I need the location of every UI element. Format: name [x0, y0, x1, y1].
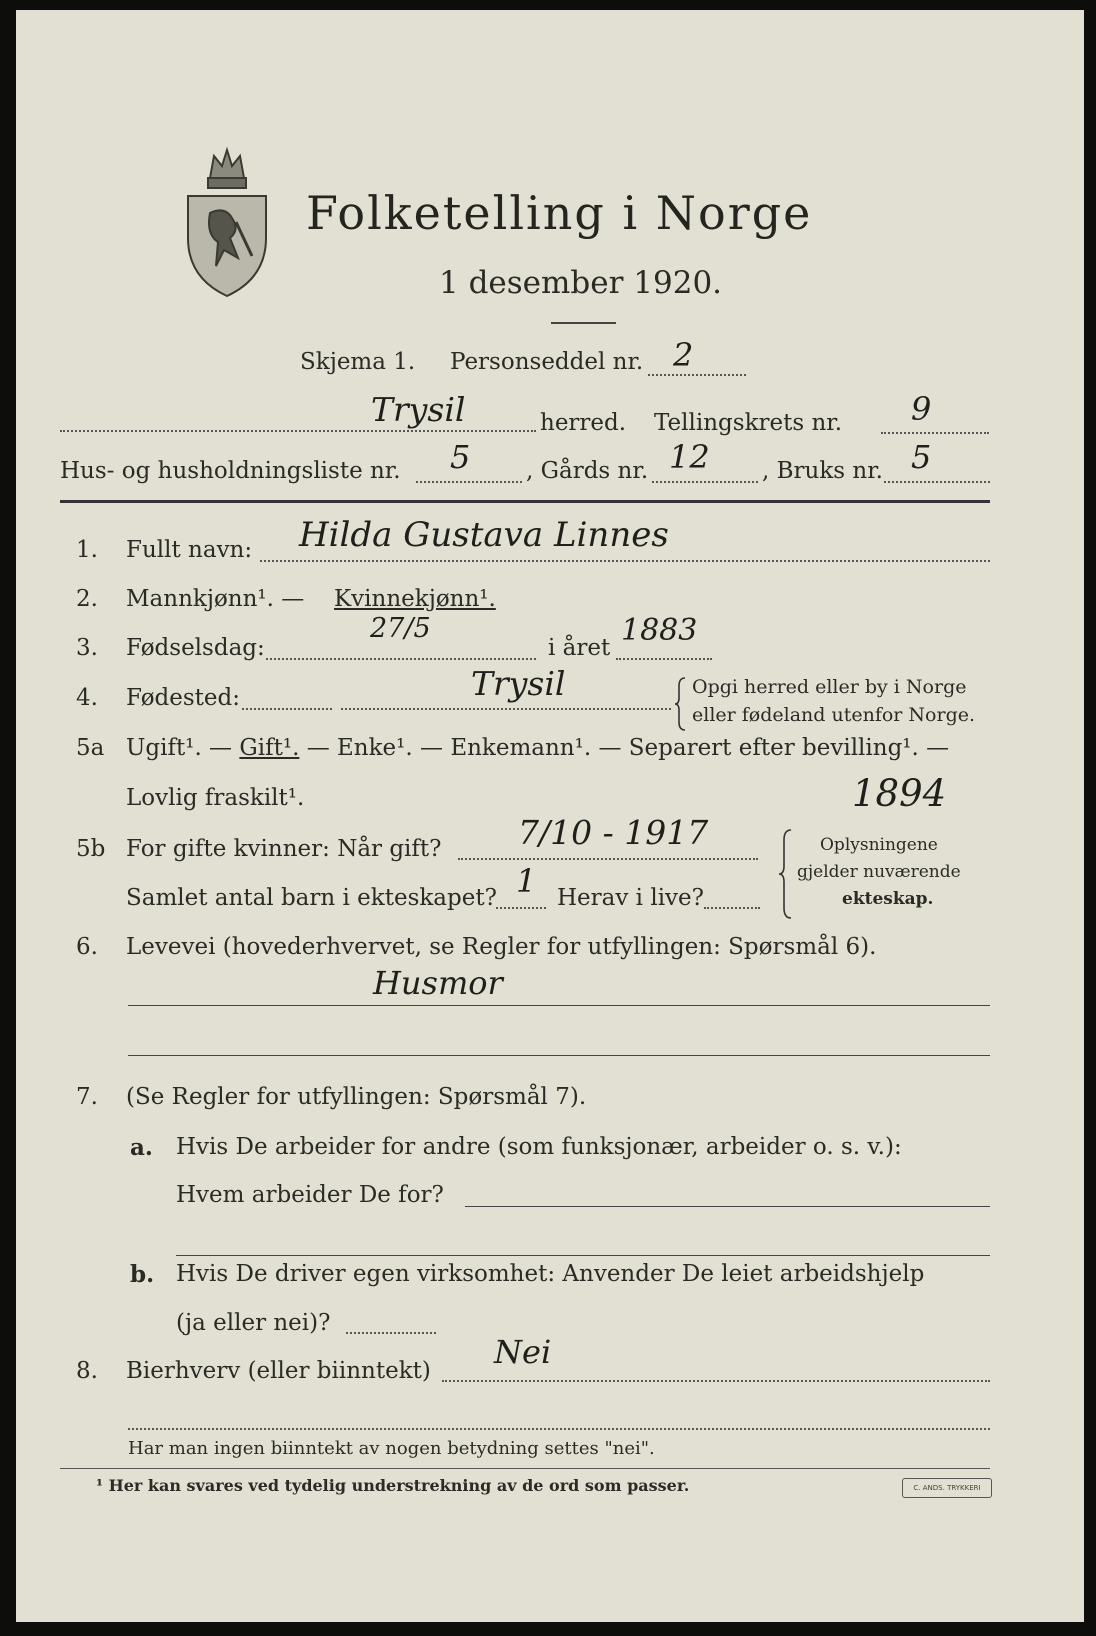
side-income-field-line2[interactable] [128, 1428, 990, 1430]
printer-stamp [902, 1478, 992, 1498]
printer-stamp-text: C. ANDS. TRYKKERI [913, 1484, 981, 1492]
children-alive-label: Herav i live? [557, 885, 704, 911]
census-date: 1 desember 1920. [439, 265, 723, 301]
hus-value: 5 [450, 438, 471, 476]
birth-year-field[interactable] [616, 658, 712, 660]
header-divider [60, 500, 990, 503]
q2-number: 2. [76, 586, 98, 612]
q4-label: Fødested: [126, 685, 241, 711]
title-rule [551, 322, 616, 324]
margin-note-year: 1894 [852, 772, 947, 815]
hus-field[interactable] [416, 481, 522, 483]
birth-year-value: 1883 [621, 613, 698, 648]
brace-icon [779, 828, 793, 920]
birthplace-field-a[interactable] [242, 708, 332, 710]
q8-label: Bierhverv (eller biinntekt) [126, 1358, 431, 1384]
occupation-field-line2[interactable] [128, 1055, 990, 1056]
employer-field-line2[interactable] [176, 1255, 990, 1256]
personseddel-field[interactable] [648, 374, 746, 376]
children-alive-field[interactable] [704, 907, 760, 909]
q8-note: Har man ingen biinntekt av nogen betydning settes "nei". [128, 1438, 655, 1459]
tellingskrets-field[interactable] [881, 432, 989, 434]
herred-label: herred. [540, 410, 627, 436]
married-when-value: 7/10 - 1917 [518, 813, 709, 852]
full-name-value: Hilda Gustava Linnes [299, 515, 669, 555]
married-when-label: For gifte kvinner: Når gift? [126, 836, 442, 862]
full-name-field[interactable] [260, 560, 990, 562]
q8-number: 8. [76, 1358, 98, 1384]
bruks-value: 5 [911, 438, 932, 476]
children-total-value: 1 [516, 862, 537, 900]
marriage-note-line3: ekteskap. [842, 889, 934, 909]
option-ugift[interactable]: Ugift¹. — [126, 735, 233, 761]
birthplace-note-line2: eller fødeland utenfor Norge. [692, 704, 976, 726]
herred-field[interactable] [60, 430, 536, 432]
q7b-yes-no-label: (ja eller nei)? [176, 1310, 331, 1336]
hired-help-field[interactable] [346, 1332, 436, 1334]
q4-number: 4. [76, 685, 98, 711]
employer-field-line1[interactable] [465, 1206, 990, 1207]
married-when-field[interactable] [458, 858, 758, 860]
q7b-text: Hvis De driver egen virksomhet: Anvender De leiet arbeidshjelp [176, 1261, 925, 1287]
option-other-statuses[interactable]: — Enke¹. — Enkemann¹. — Separert efter bevilling¹. — [306, 735, 950, 761]
census-form-page [16, 10, 1084, 1622]
marriage-note-line2: gjelder nuværende [797, 862, 961, 882]
birthday-field[interactable] [266, 658, 536, 660]
children-total-field[interactable] [496, 907, 546, 909]
birthday-value: 27/5 [370, 613, 431, 644]
footnote: ¹ Her kan svares ved tydelig understrekning av de ord som passer. [96, 1476, 690, 1495]
side-income-field[interactable] [442, 1380, 990, 1382]
q7a-employer-label: Hvem arbeider De for? [176, 1182, 444, 1208]
brace-icon [675, 676, 687, 732]
tellingskrets-value: 9 [911, 390, 932, 428]
year-label: i året [548, 635, 611, 661]
bruks-label: , Bruks nr. [762, 458, 883, 484]
personseddel-label: Personseddel nr. [450, 349, 644, 375]
footnote-divider [60, 1468, 990, 1469]
q6-number: 6. [76, 934, 98, 960]
q3-label: Fødselsdag: [126, 635, 265, 661]
q6-label: Levevei (hovederhvervet, se Regler for utfyllingen: Spørsmål 6). [126, 934, 877, 960]
q5b-number: 5b [76, 836, 106, 862]
q7a-letter: a. [130, 1134, 153, 1161]
birthplace-field-b[interactable] [341, 708, 671, 710]
marriage-note-line1: Oplysningene [820, 835, 938, 855]
children-total-label: Samlet antal barn i ekteskapet? [126, 885, 497, 911]
tellingskrets-label: Tellingskrets nr. [654, 410, 843, 436]
birthplace-value: Trysil [471, 664, 566, 703]
skjema-label: Skjema 1. [300, 349, 416, 375]
herred-value: Trysil [371, 390, 466, 429]
birthplace-note-line1: Opgi herred eller by i Norge [692, 676, 967, 698]
q1-number: 1. [76, 537, 98, 563]
side-income-value: Nei [494, 1333, 552, 1371]
hus-label: Hus- og husholdningsliste nr. [60, 458, 401, 484]
gards-field[interactable] [652, 481, 758, 483]
occupation-field-line1[interactable] [128, 1005, 990, 1006]
q7-number: 7. [76, 1084, 98, 1110]
bruks-field[interactable] [884, 481, 990, 483]
option-gift[interactable]: Gift¹. [239, 735, 300, 761]
gards-label: , Gårds nr. [526, 458, 649, 484]
form-title: Folketelling i Norge [306, 186, 813, 240]
option-lovlig-fraskilt[interactable]: Lovlig fraskilt¹. [126, 785, 305, 811]
personseddel-value: 2 [673, 336, 694, 374]
norwegian-coat-of-arms-icon [180, 138, 274, 298]
marital-status-options [126, 735, 949, 761]
q7a-text: Hvis De arbeider for andre (som funksjonær, arbeider o. s. v.): [176, 1134, 902, 1160]
q3-number: 3. [76, 635, 98, 661]
occupation-value: Husmor [373, 964, 503, 1002]
male-option[interactable]: Mannkjønn¹. — [126, 586, 305, 612]
q7b-letter: b. [130, 1261, 155, 1288]
q7-label: (Se Regler for utfyllingen: Spørsmål 7). [126, 1084, 587, 1110]
q5a-number: 5a [76, 735, 105, 761]
gards-value: 12 [669, 438, 710, 476]
q1-label: Fullt navn: [126, 537, 253, 563]
female-option[interactable]: Kvinnekjønn¹. [334, 586, 496, 612]
